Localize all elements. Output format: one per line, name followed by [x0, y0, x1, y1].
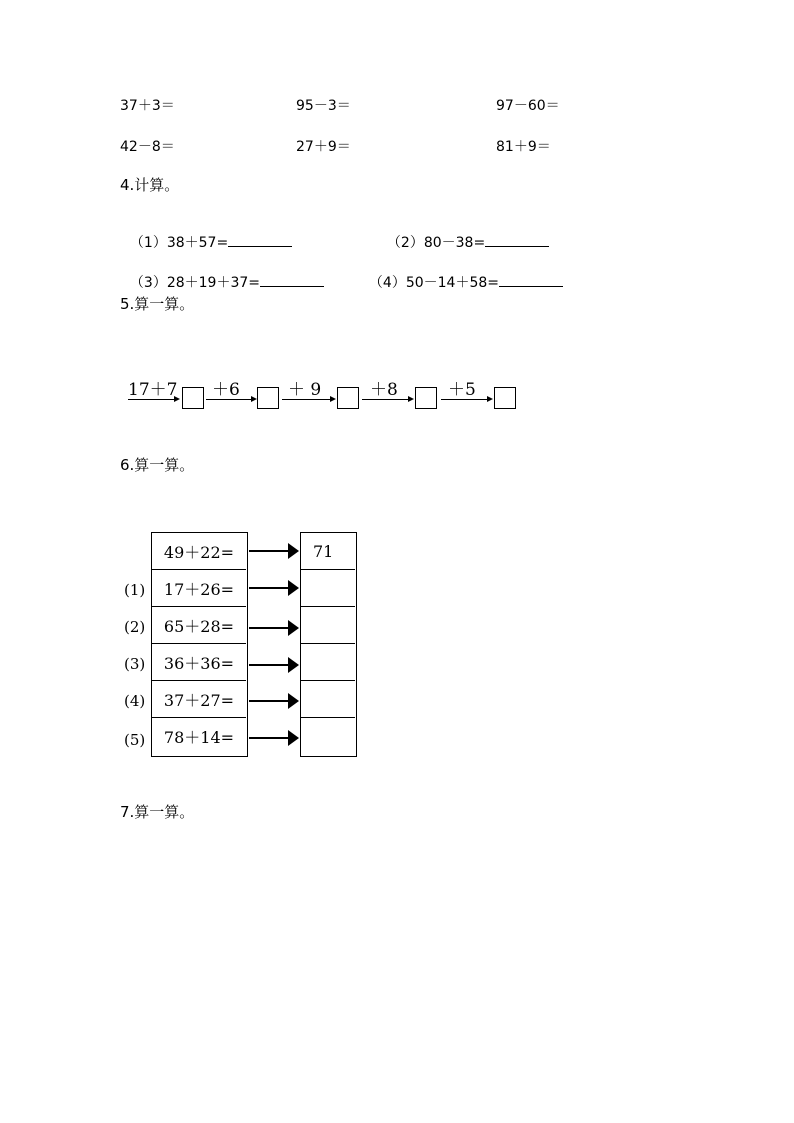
answer-column: [300, 532, 357, 757]
chain-start-label: 17＋7: [128, 380, 178, 400]
arrow-line: [249, 627, 289, 629]
answer-box[interactable]: [337, 387, 359, 409]
answer-cell[interactable]: [301, 644, 355, 681]
answer-cell: 71: [301, 533, 355, 570]
arrow-head-icon: [288, 543, 299, 559]
answer-blank[interactable]: [499, 274, 563, 287]
expression-cell: 49＋22=: [152, 533, 246, 570]
chain-arrow: [362, 399, 408, 400]
chain-step-label: ＋5: [448, 380, 476, 400]
arrow-head-icon: [288, 657, 299, 673]
answer-box[interactable]: [415, 387, 437, 409]
arrow-head-icon: [288, 620, 299, 636]
expression-column: [151, 532, 248, 757]
section-7-title: 7.算一算。: [120, 803, 195, 821]
calc-item-text: （2）80－38=: [386, 235, 486, 251]
expression-cell: 37＋27=: [152, 681, 246, 718]
expression-cell: 78＋14=: [163, 728, 235, 747]
calc-item-text: （4）50－14＋58=: [368, 275, 499, 291]
answer-blank[interactable]: [485, 234, 549, 247]
expression-cell: 17＋26=: [152, 570, 246, 607]
calc-item: [121, 256, 324, 292]
chain-step-label: ＋ 9: [288, 380, 322, 400]
oral-calc-item: 97－60＝: [496, 98, 560, 114]
oral-calc-item: 95－3＝: [296, 98, 351, 114]
arrow-head-icon: [408, 396, 414, 402]
arrow-head-icon: [288, 693, 299, 709]
row-label: (4): [124, 692, 146, 710]
arrow-line: [249, 700, 289, 702]
arrow-line: [249, 737, 289, 739]
section-5-title: 5.算一算。: [120, 295, 195, 313]
calc-item: [360, 256, 563, 292]
answer-blank[interactable]: [228, 234, 292, 247]
answer-cell[interactable]: [301, 607, 355, 644]
expression-cell: 36＋36=: [152, 644, 246, 681]
calc-item-text: （1）38＋57=: [129, 235, 229, 251]
arrow-head-icon: [487, 396, 493, 402]
oral-calc-item: 27＋9＝: [296, 139, 351, 155]
arrow-head-icon: [288, 580, 299, 596]
oral-calc-item: 42－8＝: [120, 139, 175, 155]
answer-box[interactable]: [494, 387, 516, 409]
answer-cell[interactable]: [301, 681, 355, 718]
arrow-head-icon: [288, 730, 299, 746]
oral-calc-item: 37＋3＝: [120, 98, 175, 114]
row-label: (5): [124, 731, 146, 749]
chain-step-label: ＋8: [370, 380, 398, 400]
chain-arrow: [206, 399, 252, 400]
row-label: (1): [124, 581, 146, 599]
arrow-line: [249, 664, 289, 666]
answer-blank[interactable]: [260, 274, 324, 287]
calc-item: [121, 216, 292, 252]
arrow-line: [249, 550, 289, 552]
chain-arrow: [441, 399, 487, 400]
chain-arrow: [128, 399, 174, 400]
calc-item: [378, 216, 549, 252]
oral-calc-item: 81＋9＝: [496, 139, 551, 155]
expression-cell: 65＋28=: [152, 607, 246, 644]
arrow-head-icon: [330, 396, 336, 402]
section-4-title: 4.计算。: [120, 176, 180, 194]
calc-item-text: （3）28＋19＋37=: [129, 275, 260, 291]
row-label: (2): [124, 618, 146, 636]
row-label: (3): [124, 655, 146, 673]
arrow-head-icon: [174, 396, 180, 402]
answer-box[interactable]: [182, 387, 204, 409]
chain-step-label: ＋6: [212, 380, 240, 400]
chain-arrow: [282, 399, 330, 400]
section-6-title: 6.算一算。: [120, 456, 195, 474]
answer-cell[interactable]: [301, 570, 355, 607]
arrow-line: [249, 587, 289, 589]
answer-cell[interactable]: [301, 718, 355, 755]
answer-box[interactable]: [257, 387, 279, 409]
